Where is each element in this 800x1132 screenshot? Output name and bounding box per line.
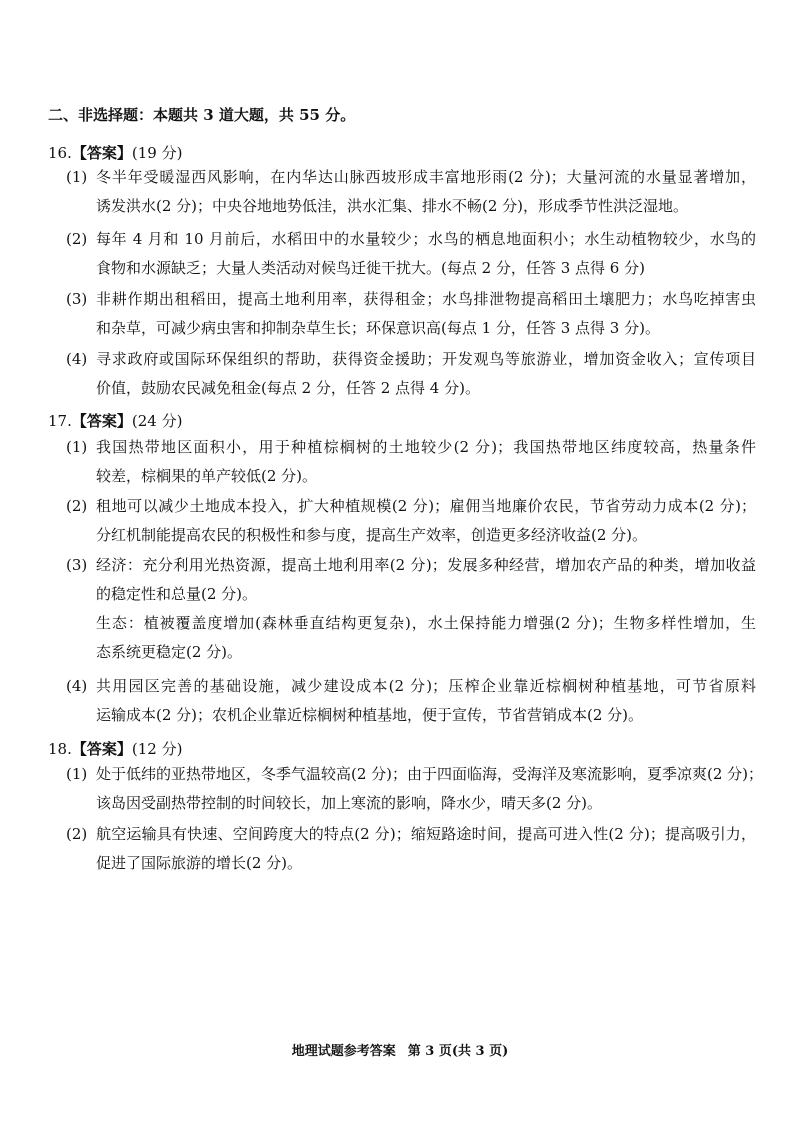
answer-label: 【答案】: [71, 144, 132, 162]
item-index: (4): [66, 677, 88, 695]
answer-line: 态系统更稳定(2 分)。: [96, 643, 243, 661]
answer-item: [66, 285, 756, 343]
question-17-header: [48, 410, 182, 431]
question-16-header: [48, 142, 182, 163]
footer-page-number: 第 3 页(共 3 页): [407, 1044, 509, 1059]
answer-line: 经济：充分利用光热资源，提高土地利用率(2 分)；发展多种经营，增加农产品的种类，增加收益: [96, 556, 756, 574]
item-index: (3): [66, 556, 88, 574]
item-index: (1): [66, 438, 88, 456]
answer-line: 租地可以减少土地成本投入，扩大种植规模(2 分)；雇佣当地廉价农民，节省劳动力成本(2 分)；: [96, 497, 756, 515]
answer-line: 寻求政府或国际环保组织的帮助，获得资金援助；开发观鸟等旅游业，增加资金收入；宣传项目: [96, 350, 756, 368]
answer-label: 【答案】: [71, 412, 132, 430]
item-index: (1): [66, 168, 88, 186]
question-score: (24 分): [131, 412, 183, 430]
item-index: (2): [66, 230, 88, 248]
answer-label: 【答案】: [71, 740, 132, 758]
answer-item: [66, 760, 764, 818]
answer-line: 非耕作期出租稻田，提高土地利用率，获得租金；水鸟排泄物提高稻田土壤肥力；水鸟吃掉害虫: [96, 290, 756, 308]
question-number: 18.: [48, 740, 72, 758]
item-index: (1): [66, 765, 88, 783]
answer-item: [66, 345, 756, 403]
item-index: (2): [66, 825, 88, 843]
question-18-header: [48, 738, 182, 759]
section-title: 二、非选择题：本题共 3 道大题，共 55 分。: [48, 106, 356, 124]
answer-item: [66, 672, 756, 730]
answer-line: 生态：植被覆盖度增加(森林垂直结构更复杂)，水土保持能力增强(2 分)；生物多样性增加，生: [96, 614, 756, 632]
answer-item: [66, 163, 756, 221]
answer-line: 我国热带地区面积小，用于种植棕榈树的土地较少(2 分)；我国热带地区纬度较高，热量条件: [96, 438, 756, 456]
page-footer: [0, 1040, 800, 1059]
answer-item: [66, 225, 756, 283]
answer-line: 该岛因受副热带控制的时间较长，加上寒流的影响，降水少，晴天多(2 分)。: [96, 794, 603, 812]
question-number: 17.: [48, 412, 72, 430]
answer-item: [66, 492, 756, 550]
answer-line: 航空运输具有快速、空间跨度大的特点(2 分)；缩短路途时间，提高可进入性(2 分)；提高吸引力，: [96, 825, 756, 843]
item-index: (4): [66, 350, 88, 368]
answer-line: 的稳定性和总量(2 分)。: [96, 585, 258, 603]
footer-title: 地理试题参考答案: [291, 1044, 396, 1059]
answer-line: 价值，鼓励农民减免租金(每点 2 分，任答 2 点得 4 分)。: [96, 379, 480, 397]
answer-line: 和杂草，可减少病虫害和抑制杂草生长；环保意识高(每点 1 分，任答 3 点得 3 分)。: [96, 319, 660, 337]
answer-item: [66, 551, 756, 667]
answer-item: [66, 820, 756, 878]
item-index: (3): [66, 290, 88, 308]
answer-item: [66, 433, 756, 491]
answer-line: 冬半年受暖湿西风影响，在内华达山脉西坡形成丰富地形雨(2 分)；大量河流的水量显著增加，: [96, 168, 756, 186]
answer-line: 诱发洪水(2 分)；中央谷地地势低洼，洪水汇集、排水不畅(2 分)，形成季节性洪泛湿地。: [96, 197, 689, 215]
answer-line: 较差，棕榈果的单产较低(2 分)。: [96, 467, 318, 485]
answer-line: 每年 4 月和 10 月前后，水稻田中的水量较少；水鸟的栖息地面积小；水生动植物较少，水鸟的: [96, 230, 756, 248]
question-score: (12 分): [131, 740, 183, 758]
answer-line: 共用园区完善的基础设施，减少建设成本(2 分)；压榨企业靠近棕榈树种植基地，可节省原料: [96, 677, 756, 695]
item-index: (2): [66, 497, 88, 515]
answer-line: 运输成本(2 分)；农机企业靠近棕榈树种植基地，便于宣传，节省营销成本(2 分)。: [96, 706, 644, 724]
question-score: (19 分): [131, 144, 183, 162]
answer-line: 促进了国际旅游的增长(2 分)。: [96, 854, 303, 872]
answer-line: 分红机制能提高农民的积极性和参与度，提高生产效率，创造更多经济收益(2 分)。: [96, 526, 648, 544]
answer-line: 处于低纬的亚热带地区，冬季气温较高(2 分)；由于四面临海，受海洋及寒流影响，夏季凉爽(2 分)；: [96, 765, 764, 783]
question-number: 16.: [48, 144, 72, 162]
answer-line: 食物和水源缺乏；大量人类活动对候鸟迁徙干扰大。(每点 2 分，任答 3 点得 6 分): [96, 259, 645, 277]
